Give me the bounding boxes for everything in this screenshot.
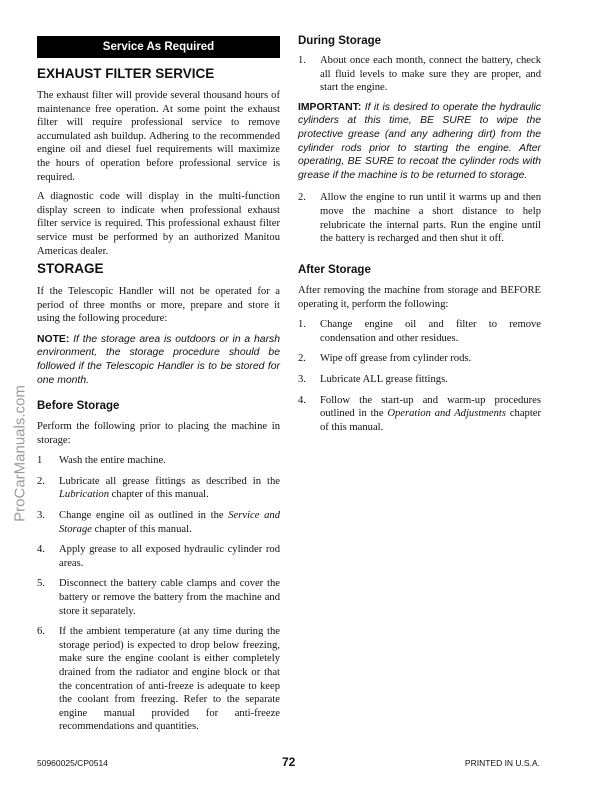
- item-text-part: chapter of this manual.: [109, 489, 209, 501]
- list-item: [37, 543, 280, 570]
- item-number: 3.: [298, 373, 306, 385]
- chapter-reference: Operation and Adjustments: [387, 408, 507, 420]
- after-storage-section: [298, 284, 541, 434]
- footer-printed: PRINTED IN U.S.A.: [464, 758, 540, 768]
- during-storage-section: [298, 54, 541, 246]
- during-storage-heading: During Storage: [298, 35, 382, 47]
- footer-doc-number: 50960025/CP0514: [37, 758, 108, 768]
- item-text-part: Disconnect the battery cable clamps and cover the battery or remove the battery from the machine and store it separately.: [59, 578, 280, 617]
- chapter-reference: Service and Storage: [59, 509, 280, 535]
- item-text: [320, 352, 541, 366]
- item-text: [320, 318, 541, 345]
- watermark: ProCarManuals.com: [11, 385, 29, 522]
- list-item: [298, 318, 541, 345]
- before-list: [37, 454, 280, 734]
- item-text-part: chapter of this manual.: [320, 408, 541, 433]
- item-text: [59, 454, 280, 468]
- item-text: [59, 475, 280, 502]
- item-text-part: Change engine oil and filter to remove condensation and other residues.: [320, 319, 541, 344]
- item-text-part: Lubricate ALL grease fittings.: [320, 373, 448, 385]
- before-intro: Perform the following prior to placing the machine in storage:: [37, 421, 280, 446]
- item-number: 2.: [37, 475, 45, 487]
- item-text-part: If the ambient temperature (at any time during the storage period) is expected to drop below freezing, make sure the engine coolant is either completely drained from the radiator and engine block or that the concentration of anti-freeze is adequate to keep the coolant from freezing. Refer to the separate engine manual provided for anti-freeze recommendations and quantities.: [59, 626, 280, 733]
- list-item: [37, 625, 280, 734]
- page-number: 72: [282, 755, 296, 769]
- note-text: If the storage area is outdoors or in a harsh environment, the storage procedure should be followed if the Telescopic Handler is to be stored for one month.: [37, 333, 280, 386]
- important-text: If it is desired to operate the hydraulic cylinders at this time, BE SURE to wipe the protective grease (and any adhering dirt) from the cylinder rods prior to starting the engine. After operating, BE SURE to recoat the cylinder rods with grease if the machine is to be returned to storage.: [298, 101, 541, 181]
- item-number: 1.: [298, 55, 306, 66]
- item-text: Allow the engine to run until it warms up and then move the machine a short distance to help relubricate the internal parts. Run the engine until the battery is recharged and then shut it off.: [320, 192, 541, 245]
- item-text-part: chapter of this manual.: [91, 523, 192, 535]
- item-number: 5.: [37, 578, 45, 590]
- important-label: IMPORTANT:: [298, 101, 362, 113]
- list-item: [37, 577, 280, 618]
- item-text: About once each month, connect the battery, check all fluid levels to make sure they are proper, and start the engine.: [320, 55, 541, 94]
- item-number: 1.: [298, 319, 306, 331]
- list-item: [37, 454, 280, 468]
- item-text-part: Wipe off grease from cylinder rods.: [320, 353, 472, 365]
- exhaust-section: [37, 89, 280, 258]
- item-text-part: Change engine oil as outlined in the: [59, 509, 229, 521]
- storage-heading: STORAGE: [37, 261, 104, 276]
- item-text: [59, 625, 280, 734]
- storage-note: [37, 333, 280, 387]
- item-number: 2.: [298, 353, 306, 365]
- list-item: [37, 475, 280, 502]
- item-number: 4.: [298, 394, 306, 406]
- note-label: NOTE:: [37, 333, 70, 345]
- list-item: [298, 191, 541, 245]
- item-text: [59, 543, 280, 570]
- item-text-part: Follow the start-up and warm-up procedures outlined in the: [320, 394, 541, 420]
- item-text: [59, 509, 280, 536]
- item-number: 6.: [37, 626, 45, 638]
- important-note: [298, 101, 541, 183]
- section-banner: Service As Required: [37, 36, 280, 58]
- list-item: [37, 509, 280, 536]
- chapter-reference: Lubrication: [59, 489, 110, 501]
- item-text: [320, 394, 541, 435]
- item-number: 4.: [37, 544, 45, 556]
- list-item: [298, 394, 541, 435]
- item-text-part: Wash the entire machine.: [59, 455, 166, 467]
- exhaust-para-1: The exhaust filter will provide several thousand hours of maintenance free operation. At some point the exhaust filter will require professional service to remove accumulated ash buildup. Adhering to the recommended engine oil and diesel fuel requirements will maximize the hours of operation before professional service is required.: [37, 90, 280, 183]
- item-text: [59, 577, 280, 618]
- list-item: [298, 373, 541, 387]
- exhaust-para-2: A diagnostic code will display in the multi-function display screen to indicate when professional exhaust filter service is required. This professional exhaust filter service must be performed by an authorized Manitou Americas dealer.: [37, 191, 280, 257]
- list-item: [298, 54, 541, 95]
- after-storage-heading: After Storage: [298, 264, 371, 276]
- after-list: [298, 318, 541, 434]
- before-storage-section: [37, 420, 280, 734]
- exhaust-heading: EXHAUST FILTER SERVICE: [37, 66, 215, 81]
- storage-section: [37, 285, 280, 387]
- item-number: 3.: [37, 509, 45, 521]
- list-item: [298, 352, 541, 366]
- item-number: 1: [37, 455, 43, 467]
- storage-para: If the Telescopic Handler will not be operated for a period of three months or more, prepare and store it using the following procedure:: [37, 286, 280, 325]
- item-number: 2.: [298, 192, 306, 204]
- item-text: [320, 373, 541, 387]
- item-text-part: Apply grease to all exposed hydraulic cylinder rod areas.: [59, 544, 280, 569]
- item-text-part: Lubricate all grease fittings as described in the: [59, 475, 280, 487]
- before-storage-heading: Before Storage: [37, 400, 120, 412]
- after-intro: After removing the machine from storage and BEFORE operating it, perform the following:: [298, 285, 541, 310]
